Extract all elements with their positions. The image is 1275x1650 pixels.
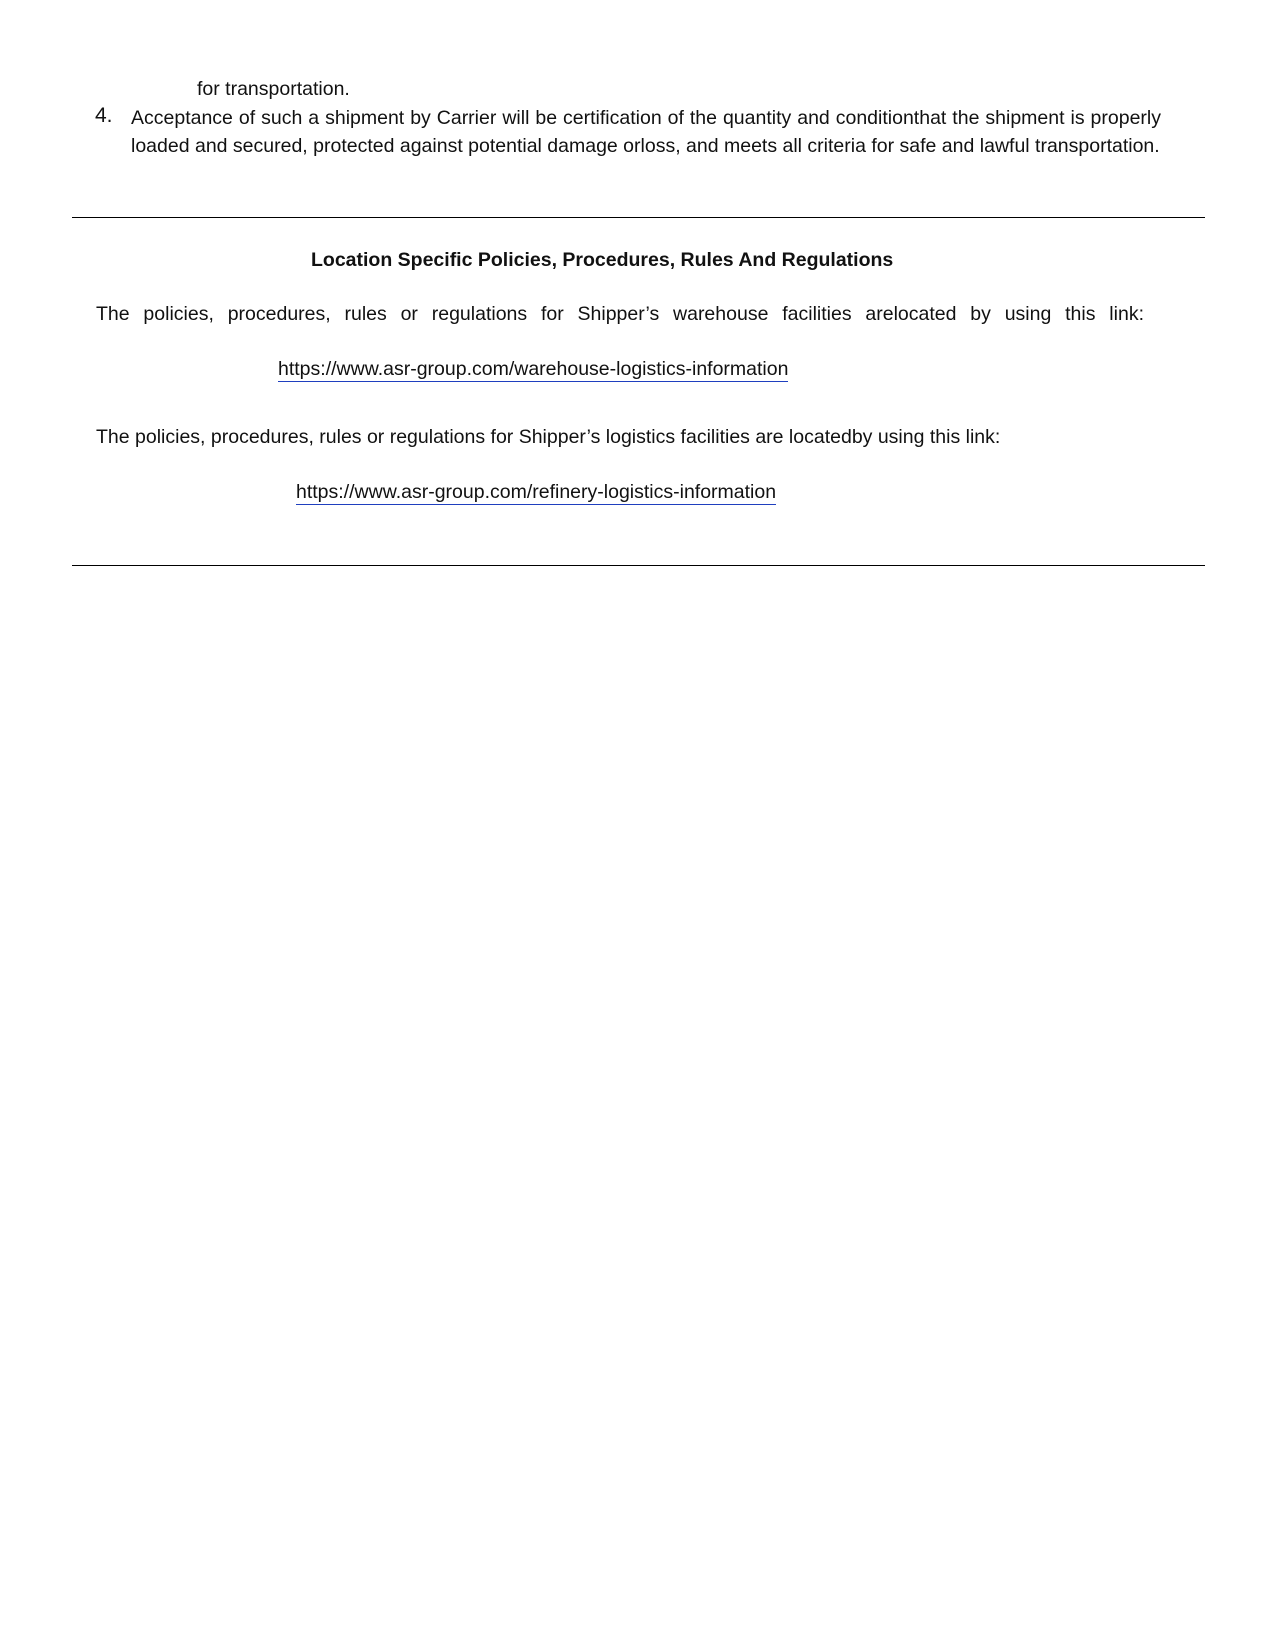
section-heading: Location Specific Policies, Procedures, Rules And Regulations	[311, 249, 894, 271]
continuation-text: for transportation.	[197, 78, 350, 100]
list-item-text: Acceptance of such a shipment by Carrier will be certification of the quantity and conditionthat the shipment is properly loaded and secured, protected against potential damage orloss, and meets all criteria for safe and lawful transportation.	[131, 107, 1161, 157]
logistics-policies-paragraph: The policies, procedures, rules or regulations for Shipper’s logistics facilities are locatedby using this link:	[96, 426, 1001, 448]
section-divider-top	[72, 217, 1205, 218]
refinery-logistics-link[interactable]: https://www.asr-group.com/refinery-logistics-information	[296, 481, 777, 503]
section-divider-bottom	[72, 565, 1205, 566]
list-item-number: 4.	[95, 104, 113, 127]
warehouse-policies-paragraph: The policies, procedures, rules or regulations for Shipper’s warehouse facilities arelocated by using this link:	[96, 303, 1144, 325]
warehouse-logistics-link[interactable]: https://www.asr-group.com/warehouse-logistics-information	[278, 358, 789, 380]
